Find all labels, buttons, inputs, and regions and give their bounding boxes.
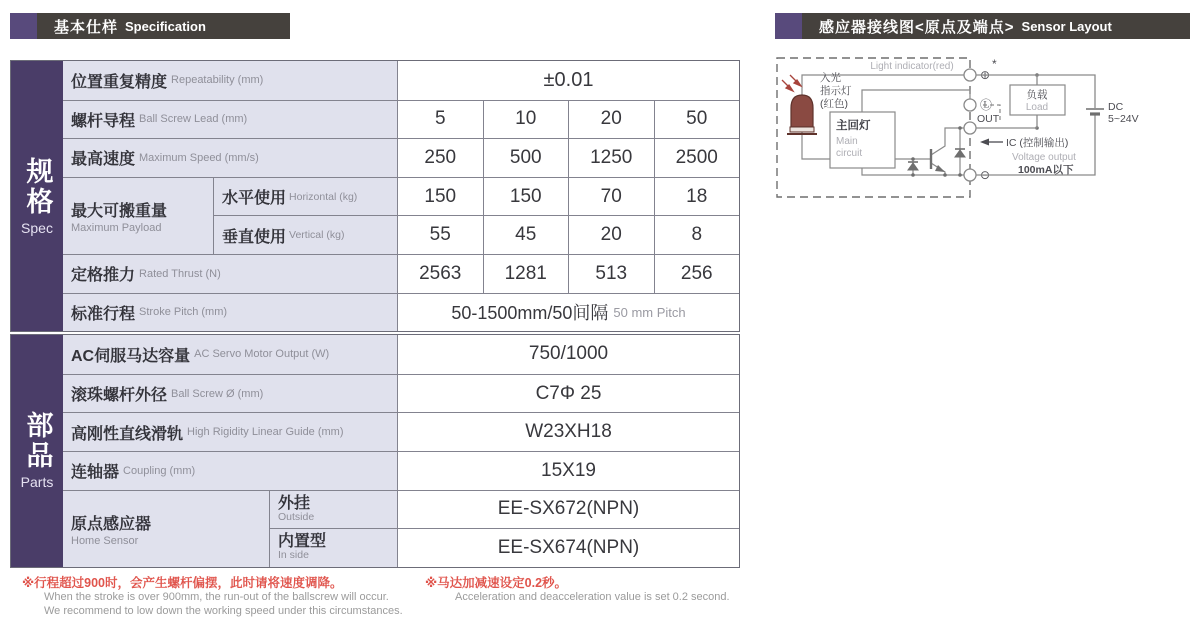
section-header-sensor-layout — [775, 13, 1190, 39]
cell-value: 20 — [568, 216, 654, 254]
footnote-zh: ※马达加减速设定0.2秒。 — [425, 576, 568, 590]
row-label-zh: 高刚性直线滑轨 — [71, 425, 184, 443]
row-label — [63, 452, 397, 490]
cell-value: C7Φ 25 — [397, 375, 739, 413]
cell-value: 1281 — [483, 255, 569, 293]
cell-value: 20 — [568, 101, 654, 139]
main-circuit-en1: Main — [836, 136, 858, 147]
header-title-en: Sensor Layout — [1021, 18, 1112, 34]
terminal-star-label: * — [992, 57, 997, 71]
row-label — [63, 294, 397, 332]
subrow-label-en: In side — [278, 549, 309, 562]
cell-value: 256 — [654, 255, 740, 293]
cell-value: 750/1000 — [397, 335, 739, 374]
row-label-en: AC Servo Motor Output (W) — [194, 348, 330, 361]
header-title-zh: 基本仕样 — [54, 18, 119, 36]
cell-value: 15X19 — [397, 452, 739, 490]
header-accent-square — [10, 13, 37, 39]
row-label-en: High Rigidity Linear Guide (mm) — [187, 426, 344, 439]
led-label-line1: 入光 — [820, 72, 841, 84]
cell-value: 55 — [397, 216, 483, 254]
row-label-en: Ball Screw Lead (mm) — [139, 113, 248, 126]
row-label-en: Maximum Speed (mm/s) — [139, 151, 259, 164]
row-max-payload — [63, 177, 739, 254]
subrow-label — [269, 529, 397, 567]
main-circuit-box — [830, 112, 895, 168]
row-label — [63, 335, 397, 374]
parts-section-sidebar — [11, 335, 63, 567]
header-title-zh: 感应器接线图<原点及端点> — [819, 18, 1015, 36]
row-servo-motor — [63, 335, 739, 374]
row-label-group — [63, 491, 269, 567]
subrow-label-en: Vertical (kg) — [289, 229, 345, 242]
row-label — [63, 139, 397, 177]
cell-value: 150 — [483, 178, 569, 216]
subrow-horizontal — [213, 178, 739, 216]
cell-value: EE-SX674(NPN) — [397, 529, 739, 567]
subrow-label-zh: 外挂 — [278, 494, 311, 512]
row-label-zh: 位置重复精度 — [71, 73, 168, 91]
footnote-en: When the stroke is over 900mm, the run-out of the ballscrew will occur. — [44, 591, 389, 603]
row-label — [63, 413, 397, 451]
sensor-wiring-diagram — [775, 52, 1165, 204]
row-label-zh: 连轴器 — [71, 464, 120, 482]
cell-value: 250 — [397, 139, 483, 177]
row-label-en: Stroke Pitch (mm) — [139, 306, 228, 319]
row-home-sensor — [63, 490, 739, 567]
row-label-en: Rated Thrust (N) — [139, 267, 221, 280]
dc-voltage-label: 5~24V — [1108, 113, 1139, 125]
cell-value: 5 — [397, 101, 483, 139]
terminal-plus-label: ⊕ — [980, 68, 991, 82]
subrow-label-en: Outside — [278, 510, 315, 523]
row-label-zh: 螺杆导程 — [71, 112, 136, 130]
load-en: Load — [1025, 102, 1049, 113]
sidebar-label-en: Parts — [20, 474, 54, 491]
cell-value: 70 — [568, 178, 654, 216]
stroke-value-en: 50 mm Pitch — [613, 304, 686, 320]
terminal-l-label: Ⓛ — [980, 98, 993, 112]
footnote-zh: ※行程超过900时，会产生螺杆偏摆，此时请将速度调降。 — [22, 576, 343, 590]
row-coupling — [63, 451, 739, 490]
row-label — [63, 375, 397, 413]
cell-value: EE-SX672(NPN) — [397, 491, 739, 529]
main-circuit-zh: 主回灯 — [836, 120, 871, 132]
row-label-zh: 最高速度 — [71, 151, 136, 169]
dc-label: DC — [1108, 101, 1124, 113]
row-label-en: Ball Screw Ø (mm) — [171, 387, 264, 400]
row-label-en: Maximum Payload — [71, 221, 162, 234]
cell-value: 2563 — [397, 255, 483, 293]
cell-value — [397, 294, 739, 332]
row-label-group — [63, 178, 213, 254]
cell-value: 1250 — [568, 139, 654, 177]
cell-value: ±0.01 — [397, 61, 739, 100]
transistor-symbol — [931, 149, 945, 172]
led-label-line3: (红色) — [820, 98, 848, 110]
specification-table — [10, 60, 740, 568]
led-icon — [787, 95, 817, 134]
section-header-specification — [10, 13, 290, 39]
row-label-en: Home Sensor — [71, 534, 139, 547]
main-circuit-en2: circuit — [836, 148, 863, 159]
ic-output-label: IC (控制输出) — [1006, 137, 1069, 149]
row-ball-screw-lead — [63, 100, 739, 139]
light-indicator-label: Light indicator(red) — [870, 61, 954, 72]
row-label-zh: AC伺服马达容量 — [71, 347, 191, 365]
cell-value: 50 — [654, 101, 740, 139]
header-accent-square — [775, 13, 802, 39]
row-label-zh: 原点感应器 — [71, 515, 152, 533]
spec-section — [10, 60, 740, 332]
footnote-acceleration — [425, 576, 730, 605]
ic-output-arrow — [980, 139, 1003, 146]
subrow-outside — [269, 491, 739, 529]
subrow-vertical — [213, 215, 739, 254]
row-label — [63, 101, 397, 139]
load-box — [1010, 85, 1065, 115]
subrow-label-zh: 垂直使用 — [222, 228, 287, 246]
footnote-stroke-warning — [22, 576, 403, 618]
cell-value: 513 — [568, 255, 654, 293]
spec-section-sidebar — [11, 61, 63, 331]
row-label — [63, 61, 397, 100]
subrow-inside — [269, 528, 739, 567]
footnote-en: We recommend to low down the working speed under this circumstances. — [44, 604, 403, 617]
row-ball-screw-diameter — [63, 374, 739, 413]
subrow-label — [213, 178, 397, 216]
footnote-en: Acceleration and deacceleration value is set 0.2 second. — [455, 591, 730, 603]
cell-value: 150 — [397, 178, 483, 216]
sidebar-label-zh: 规格 — [22, 156, 53, 217]
cell-value: 45 — [483, 216, 569, 254]
parts-section — [10, 334, 740, 568]
header-title-en: Specification — [125, 18, 206, 34]
light-arrows-icon — [782, 75, 801, 91]
terminal-minus-label: ⊖ — [980, 168, 991, 182]
subrow-label-en: Horizontal (kg) — [289, 190, 358, 203]
cell-value: 2500 — [654, 139, 740, 177]
row-max-speed — [63, 138, 739, 177]
row-label-en: Coupling (mm) — [123, 464, 196, 477]
cell-value: 500 — [483, 139, 569, 177]
row-label-en: Repeatability (mm) — [171, 74, 264, 87]
row-label-zh: 定格推力 — [71, 267, 136, 285]
row-label — [63, 255, 397, 293]
terminal-out-label: OUT — [977, 113, 1000, 125]
cell-value: 18 — [654, 178, 740, 216]
row-label-zh: 最大可搬重量 — [71, 202, 168, 220]
voltage-output-label: Voltage output — [1012, 152, 1076, 163]
current-limit-label: 100mA以下 — [1018, 164, 1074, 176]
row-repeatability — [63, 61, 739, 100]
stroke-value: 50-1500mm/50间隔 — [451, 303, 609, 324]
row-linear-guide — [63, 412, 739, 451]
sidebar-label-zh: 部品 — [22, 411, 53, 472]
led-label-line2: 指示灯 — [820, 85, 852, 97]
sidebar-label-en: Spec — [21, 219, 53, 236]
cell-value: 8 — [654, 216, 740, 254]
subrow-label — [213, 216, 397, 254]
subrow-label — [269, 491, 397, 529]
row-stroke-pitch — [63, 293, 739, 332]
load-zh: 负载 — [1026, 89, 1048, 101]
battery-icon — [1086, 109, 1104, 114]
subrow-label-zh: 内置型 — [278, 533, 327, 551]
cell-value: W23XH18 — [397, 413, 739, 451]
cell-value: 10 — [483, 101, 569, 139]
row-label-zh: 滚珠螺杆外径 — [71, 387, 168, 405]
row-label-zh: 标准行程 — [71, 305, 136, 323]
row-rated-thrust — [63, 254, 739, 293]
subrow-label-zh: 水平使用 — [222, 190, 287, 208]
